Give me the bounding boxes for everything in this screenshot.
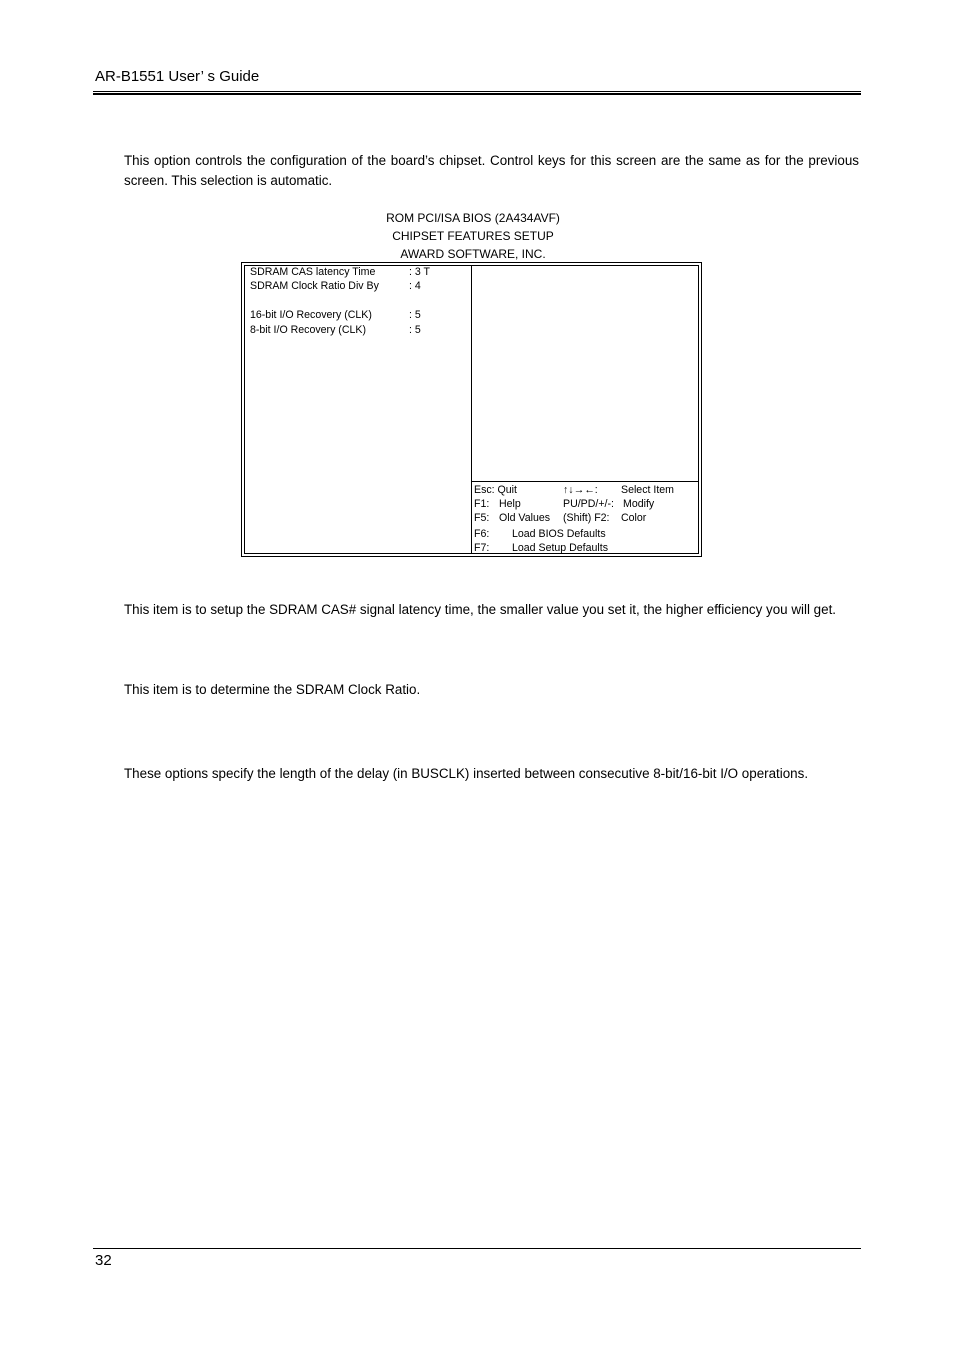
- bios-title-line: AWARD SOFTWARE, INC.: [400, 247, 546, 261]
- header-rule: [93, 91, 861, 92]
- key-description: Select Item: [621, 484, 674, 496]
- arrow-keys-label: ↑↓→←:: [563, 484, 598, 496]
- bios-title-line: ROM PCI/ISA BIOS (2A434AVF): [386, 211, 560, 225]
- document-header-title: AR-B1551 User’ s Guide: [95, 68, 260, 85]
- bios-divider-vertical: [471, 265, 472, 554]
- page-number: 32: [95, 1252, 112, 1269]
- key-description: Help: [499, 498, 521, 510]
- setting-value: : 3 T: [409, 266, 431, 278]
- key-label: F6:: [474, 528, 490, 540]
- key-label: F1:: [474, 498, 490, 510]
- key-label: F7:: [474, 542, 490, 554]
- key-label: PU/PD/+/-:: [563, 498, 614, 510]
- key-label: F5:: [474, 512, 490, 524]
- setting-value: : 5: [409, 309, 421, 321]
- setting-name: 8-bit I/O Recovery (CLK): [250, 324, 366, 336]
- key-label: Esc: Quit: [474, 484, 517, 496]
- sdram-ratio-paragraph: This item is to determine the SDRAM Clock Ratio.: [124, 682, 421, 697]
- io-recovery-paragraph: These options specify the length of the delay (in BUSCLK) inserted between consecutive 8-bit/16-bit I/O operations.: [124, 766, 809, 781]
- key-description: Old Values: [499, 512, 551, 524]
- intro-paragraph: This option controls the configuration of the board’s chipset. Control keys for this screen are the same as for the previous screen. This selection is automatic.: [124, 153, 859, 188]
- key-description: Load BIOS Defaults: [512, 528, 606, 540]
- header-rule-thick: [93, 93, 861, 95]
- key-description: Modify: [623, 498, 655, 510]
- key-label: (Shift) F2:: [563, 512, 610, 524]
- key-description: Load Setup Defaults: [512, 542, 609, 554]
- key-description: Color: [621, 512, 647, 524]
- setting-value: : 5: [409, 324, 421, 336]
- bios-divider-horizontal: [471, 481, 699, 482]
- setting-value: : 4: [409, 280, 421, 292]
- footer-rule: [93, 1248, 861, 1249]
- setting-name: 16-bit I/O Recovery (CLK): [250, 309, 372, 321]
- sdram-cas-paragraph: This item is to setup the SDRAM CAS# signal latency time, the smaller value you set it, the higher efficiency you will get.: [124, 602, 837, 617]
- setting-name: SDRAM CAS latency Time: [250, 266, 376, 278]
- bios-title-line: CHIPSET FEATURES SETUP: [392, 229, 554, 243]
- setting-name: SDRAM Clock Ratio Div By: [250, 280, 379, 292]
